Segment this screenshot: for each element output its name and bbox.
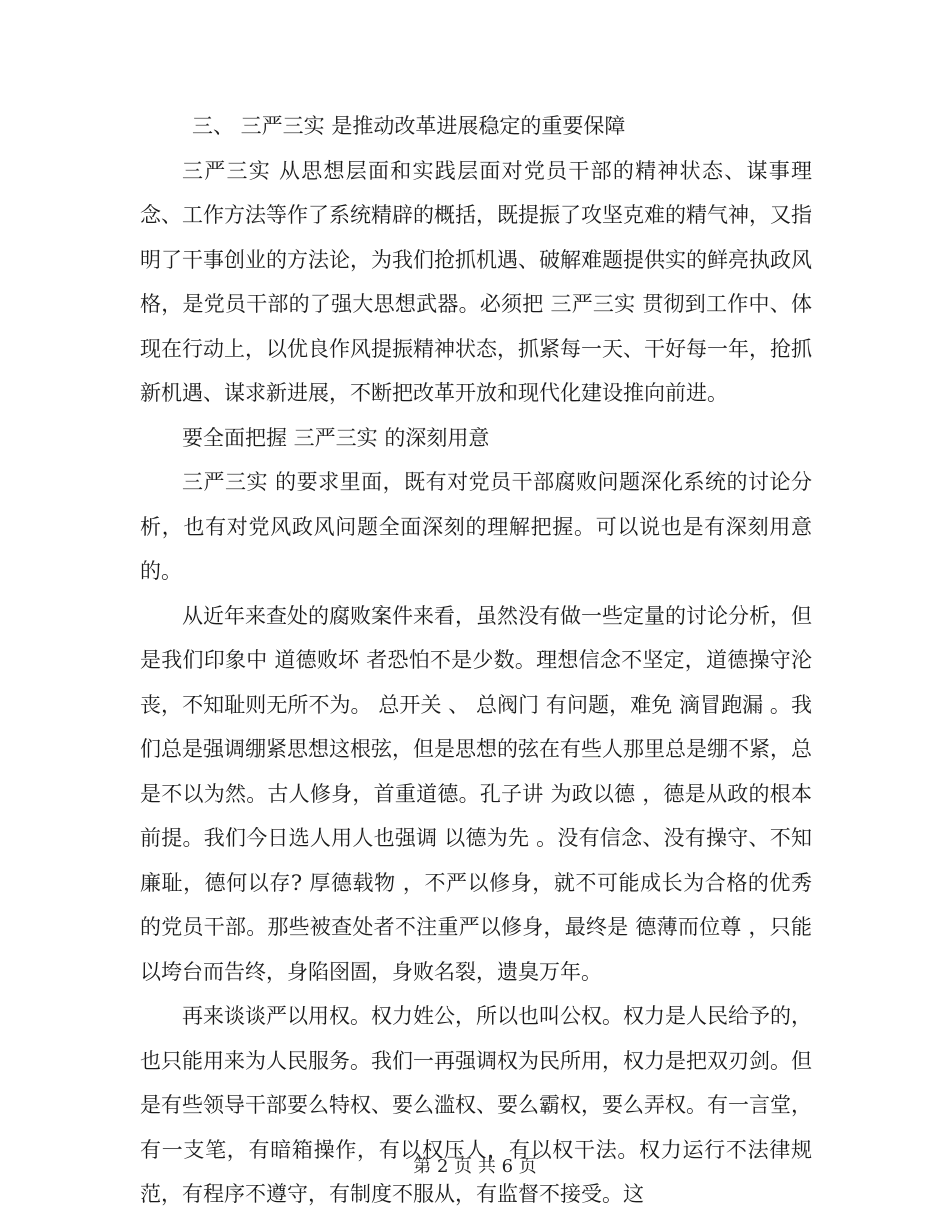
document-body <box>140 104 812 1217</box>
paragraph: 三严三实 的要求里面，既有对党员干部腐败问题深化系统的讨论分析，也有对党风政风问题全面深刻的理解把握。可以说也是有深刻用意的。 <box>140 470 812 583</box>
section-heading: 三、 三严三实 是推动改革进展稳定的重要保障 <box>192 114 626 138</box>
paragraph: 从近年来查处的腐败案件来看，虽然没有做一些定量的讨论分析，但是我们印象中 道德败坏 者恐怕不是少数。理想信念不坚定，道德操守沦丧，不知耻则无所不为。 总开关 、 总阀门 有问题，难免 滴冒跑漏 。我们总是强调绷紧思想这根弦，但是思想的弦在有些人那里总是绷不紧，总是不以为然。古人修身，首重道德。孔子讲 为政以德 ，德是从政的根本前提。我们今日选人用人也强调 以德为先 。没有信念、没有操守、不知廉耻，德何以存? 厚德载物 ，不严以修身，就不可能成长为合格的优秀的党员干部。那些被查处者不注重严以修身，最终是 德薄而位尊 ，只能以垮台而告终，身陷囹圄，身败名裂，遗臭万年。 <box>140 603 812 984</box>
paragraph: 再来谈谈严以用权。权力姓公，所以也叫公权。权力是人民给予的，也只能用来为人民服务。我们一再强调权为民所用，权力是把双刃剑。但是有些领导干部要么特权、要么滥权、要么霸权，要么弄权。有一言堂，有一支笔，有暗箱操作，有以权压人，有以权干法。权力运行不法律规范，有程序不遵守，有制度不服从，有监督不接受。这 <box>140 1004 812 1206</box>
subheading: 要全面把握 三严三实 的深刻用意 <box>182 425 490 450</box>
paragraph: 三严三实 从思想层面和实践层面对党员干部的精神状态、谋事理念、工作方法等作了系统精辟的概括，既提振了攻坚克难的精气神，又指明了干事创业的方法论，为我们抢抓机遇、破解难题提供实的鲜亮执政风格，是党员干部的了强大思想武器。必须把 三严三实 贯彻到工作中、体现在行动上，以优良作风提振精神状态，抓紧每一天、干好每一年，抢抓新机遇、谋求新进展，不断把改革开放和现代化建设推向前进。 <box>140 158 812 405</box>
page-number-footer: 第 2 页 共 6 页 <box>413 1156 537 1177</box>
